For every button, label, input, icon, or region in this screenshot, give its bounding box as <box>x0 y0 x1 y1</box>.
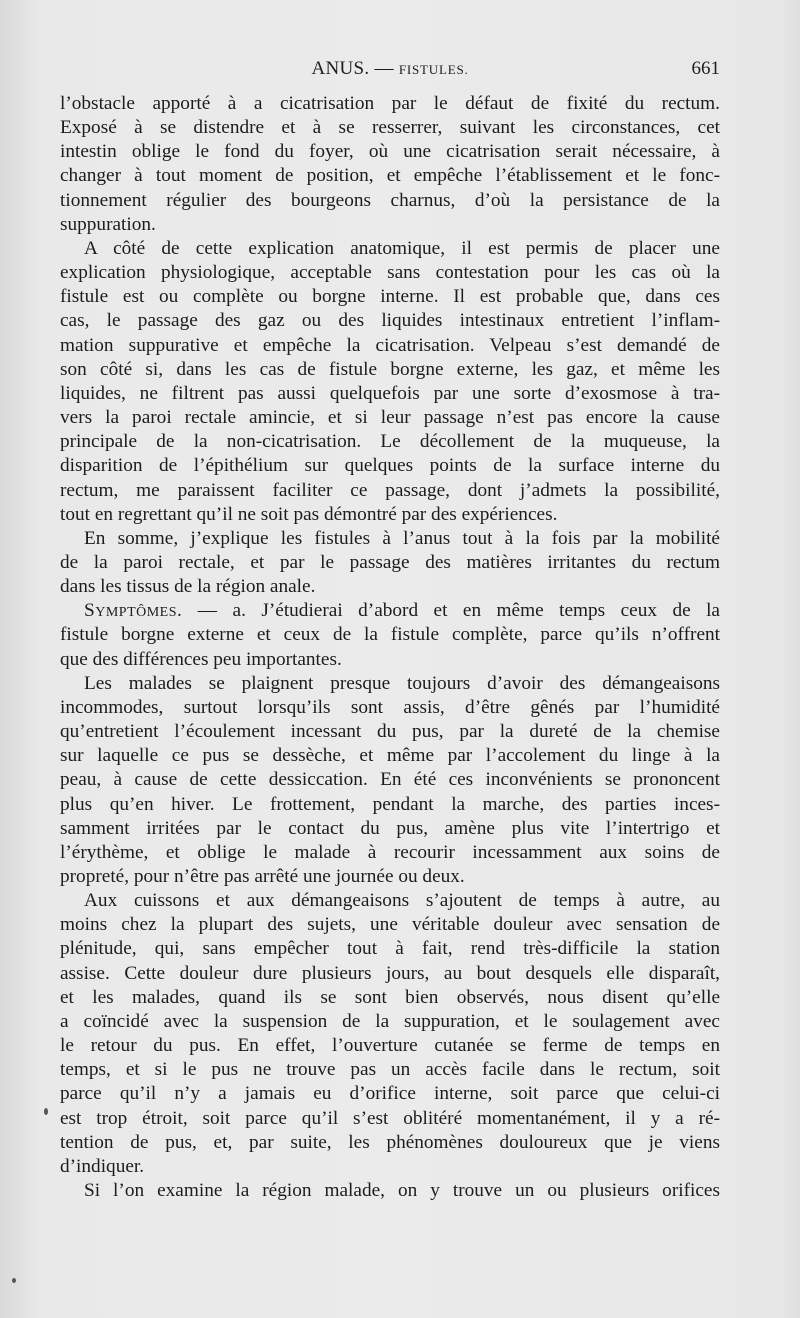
text-line <box>60 575 720 599</box>
text-line <box>60 744 720 768</box>
line-text: Si l’on examine la région malade, on y trouve un ou plusieurs orifices <box>84 1180 720 1202</box>
line-text: A côté de cette explication anatomique, il est permis de placer une <box>84 237 720 259</box>
text-line <box>60 696 720 720</box>
line-text: parce qu’il n’y a jamais eu d’orifice interne, soit parce que celui-ci <box>60 1083 720 1105</box>
line-text: d’indiquer. <box>60 1155 145 1177</box>
text-line <box>60 1058 720 1082</box>
running-header <box>60 58 720 84</box>
text-line <box>60 213 720 237</box>
line-text: samment irritées par le contact du pus, amène plus vite l’intertrigo et <box>60 817 720 839</box>
line-text: plénitude, qui, sans empêcher tout à fait, rend très-difficile la station <box>60 938 720 960</box>
line-text: que des différences peu importantes. <box>60 648 342 670</box>
line-text: Aux cuissons et aux démangeaisons s’ajoutent de temps à autre, au <box>84 890 720 912</box>
line-text: le retour du pus. En effet, l’ouverture cutanée se ferme de temps en <box>60 1035 720 1057</box>
line-text: son côté si, dans les cas de fistule borgne externe, les gaz, et même les <box>60 358 720 380</box>
text-line <box>60 768 720 792</box>
running-title-main: ANUS. — <box>311 58 399 79</box>
text-line <box>60 503 720 527</box>
text-line <box>60 1131 720 1155</box>
text-line <box>60 285 720 309</box>
line-text: et les malades, quand ils se sont bien observés, nous disent qu’elle <box>60 986 720 1008</box>
text-line <box>60 1082 720 1106</box>
text-line <box>60 648 720 672</box>
line-text: peau, à cause de cette dessiccation. En été ces inconvénients se prononcent <box>60 769 720 791</box>
section-heading: Symptômes. <box>84 600 183 622</box>
line-text: mation suppurative et empêche la cicatrisation. Velpeau s’est demandé de <box>60 334 720 356</box>
line-text: a coïncidé avec la suspension de la suppuration, et le soulagement avec <box>60 1010 720 1032</box>
line-text: sur laquelle ce pus se dessèche, et même par l’accolement du linge à la <box>60 745 720 767</box>
line-text: vers la paroi rectale amincie, et si leur passage n’est pas encore la cause <box>60 407 720 429</box>
running-title-sub: FISTULES. <box>398 62 469 77</box>
text-line <box>60 334 720 358</box>
body-text <box>60 92 720 1203</box>
text-line <box>60 720 720 744</box>
line-text: dans les tissus de la région anale. <box>60 576 316 598</box>
text-line <box>60 430 720 454</box>
line-text: disparition de l’épithélium sur quelques points de la surface interne du <box>60 455 720 477</box>
running-title <box>60 58 720 80</box>
text-line <box>60 309 720 333</box>
line-text: changer à tout moment de position, et empêche l’établissement et le fonc- <box>60 165 720 187</box>
line-text: Exposé à se distendre et à se resserrer, suivant les circonstances, cet <box>60 117 720 139</box>
line-text: assise. Cette douleur dure plusieurs jours, au bout desquels elle disparaît, <box>60 962 720 984</box>
text-line <box>60 164 720 188</box>
line-text: tionnement régulier des bourgeons charnus, d’où la persistance de la <box>60 189 720 211</box>
line-text: qu’entretient l’écoulement incessant du pus, par la dureté de la chemise <box>60 721 720 743</box>
margin-speck <box>12 1278 16 1283</box>
line-text: intestin oblige le fond du foyer, où une cicatrisation serait nécessaire, à <box>60 141 720 163</box>
line-text: cas, le passage des gaz ou des liquides intestinaux entretient l’inflam- <box>60 310 720 332</box>
text-line <box>60 672 720 696</box>
line-text: En somme, j’explique les fistules à l’anus tout à la fois par la mobilité <box>84 527 720 549</box>
line-text: suppuration. <box>60 213 156 235</box>
line-text: fistule est ou complète ou borgne interne. Il est probable que, dans ces <box>60 286 720 308</box>
text-line <box>60 116 720 140</box>
text-line <box>60 261 720 285</box>
text-line <box>60 817 720 841</box>
line-text: de la paroi rectale, et par le passage des matières irritantes du rectum <box>60 551 720 573</box>
text-line <box>60 140 720 164</box>
text-line <box>60 962 720 986</box>
text-line <box>60 1179 720 1203</box>
margin-speck <box>44 1108 48 1115</box>
line-text: moins chez la plupart des sujets, une véritable douleur avec sensation de <box>60 914 720 936</box>
text-line <box>60 889 720 913</box>
line-text: est trop étroit, soit parce qu’il s’est oblitéré momentanément, il y a ré- <box>60 1107 720 1129</box>
line-text: propreté, pour n’être pas arrêté une journée ou deux. <box>60 866 465 887</box>
text-line <box>60 865 720 889</box>
line-text: liquides, ne filtrent pas aussi quelquefois par une sorte d’exosmose à tra- <box>60 382 720 404</box>
text-line <box>60 551 720 575</box>
text-line <box>60 358 720 382</box>
text-line <box>60 479 720 503</box>
text-line <box>60 623 720 647</box>
line-text: tout en regrettant qu’il ne soit pas démontré par des expériences. <box>60 503 558 525</box>
text-line <box>60 1034 720 1058</box>
text-line <box>60 237 720 261</box>
line-text: temps, et si le pus ne trouve pas un accès facile dans le rectum, soit <box>60 1059 720 1081</box>
line-text: principale de la non-cicatrisation. Le décollement de la muqueuse, la <box>60 431 720 453</box>
text-line <box>60 986 720 1010</box>
line-text: explication physiologique, acceptable sans contestation pour les cas où la <box>60 262 720 284</box>
line-text: l’érythème, et oblige le malade à recourir incessamment aux soins de <box>60 841 720 863</box>
text-line <box>60 454 720 478</box>
text-line <box>60 406 720 430</box>
text-line <box>60 92 720 116</box>
line-text: Les malades se plaignent presque toujours d’avoir des démangeaisons <box>84 672 720 694</box>
line-text: rectum, me paraissent faciliter ce passage, dont j’admets la possibilité, <box>60 479 720 501</box>
line-text: — a. J’étudierai d’abord et en même temps ceux de la <box>182 600 720 622</box>
text-line <box>60 937 720 961</box>
text-line <box>60 527 720 551</box>
text-line <box>60 1010 720 1034</box>
text-line <box>60 599 720 623</box>
line-text: plus qu’en hiver. Le frottement, pendant la marche, des parties inces- <box>60 793 720 815</box>
line-text: tention de pus, et, par suite, les phénomènes douloureux que je viens <box>60 1131 720 1153</box>
text-line <box>60 841 720 865</box>
text-line <box>60 1107 720 1131</box>
page-number: 661 <box>691 58 720 79</box>
text-line <box>60 793 720 817</box>
text-line <box>60 1155 720 1179</box>
line-text: incommodes, surtout lorsqu’ils sont assis, d’être gênés par l’humidité <box>60 696 720 718</box>
line-text: fistule borgne externe et ceux de la fistule complète, parce qu’ils n’offrent <box>60 624 720 646</box>
text-line <box>60 913 720 937</box>
text-line <box>60 382 720 406</box>
text-line <box>60 189 720 213</box>
line-text: l’obstacle apporté à a cicatrisation par le défaut de fixité du rectum. <box>60 93 720 114</box>
